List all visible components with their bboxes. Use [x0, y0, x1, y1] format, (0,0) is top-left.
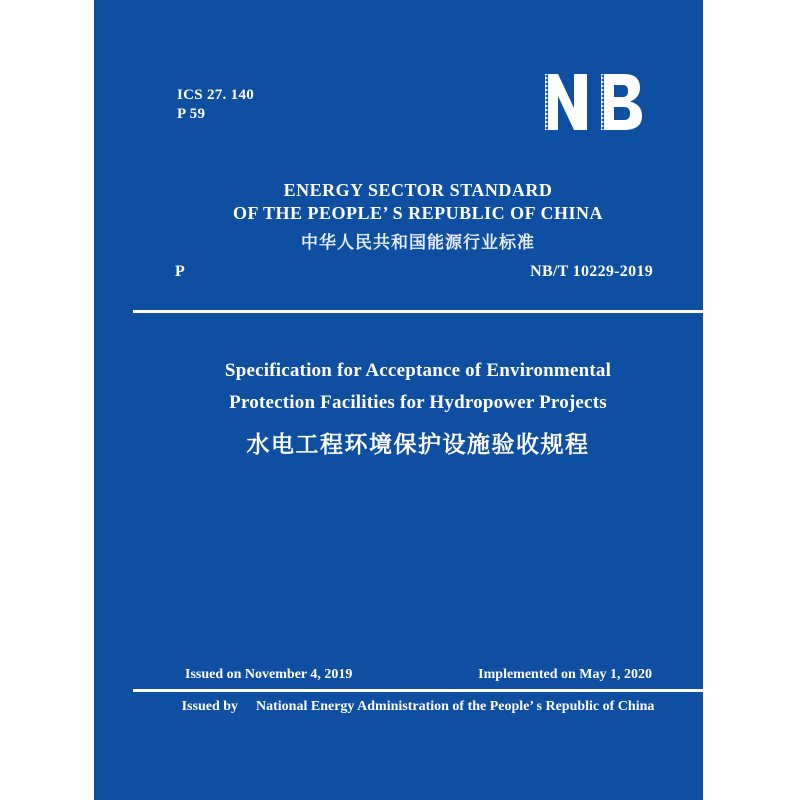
title-en-line1: Specification for Acceptance of Environmental — [224, 360, 612, 381]
issued-on-date: Issued on November 4, 2019 — [185, 667, 353, 682]
issued-by-value: National Energy Administration of the People’ s Republic of China — [256, 699, 655, 714]
document-class-code: P 59 — [177, 106, 206, 122]
title-cn: 水电工程环境保护设施验收规程 — [246, 432, 590, 457]
class-letter: P — [175, 263, 185, 280]
title-en-line2: Protection Facilities for Hydropower Projects — [229, 392, 607, 413]
standard-number: NB/T 10229-2019 — [530, 263, 653, 280]
nb-logo-icon — [545, 74, 653, 130]
dates-row — [133, 667, 703, 685]
title-block — [133, 355, 703, 460]
ics-code: ICS 27. 140 — [177, 87, 255, 103]
implemented-on-date: Implemented on May 1, 2020 — [478, 667, 652, 682]
issued-by-label: Issued by — [181, 699, 239, 714]
cover-page — [94, 0, 703, 800]
standard-type-en-line2: OF THE PEOPLE’ S REPUBLIC OF CHINA — [232, 203, 604, 223]
standard-type-cn: 中华人民共和国能源行业标准 — [301, 233, 535, 252]
divider-top — [133, 310, 703, 313]
divider-bottom — [133, 689, 703, 692]
issued-by-row — [133, 699, 703, 715]
code-row — [94, 263, 703, 281]
standard-type-en-line1: ENERGY SECTOR STANDARD — [283, 180, 553, 200]
classification-codes — [177, 86, 254, 124]
standard-header — [133, 179, 703, 254]
